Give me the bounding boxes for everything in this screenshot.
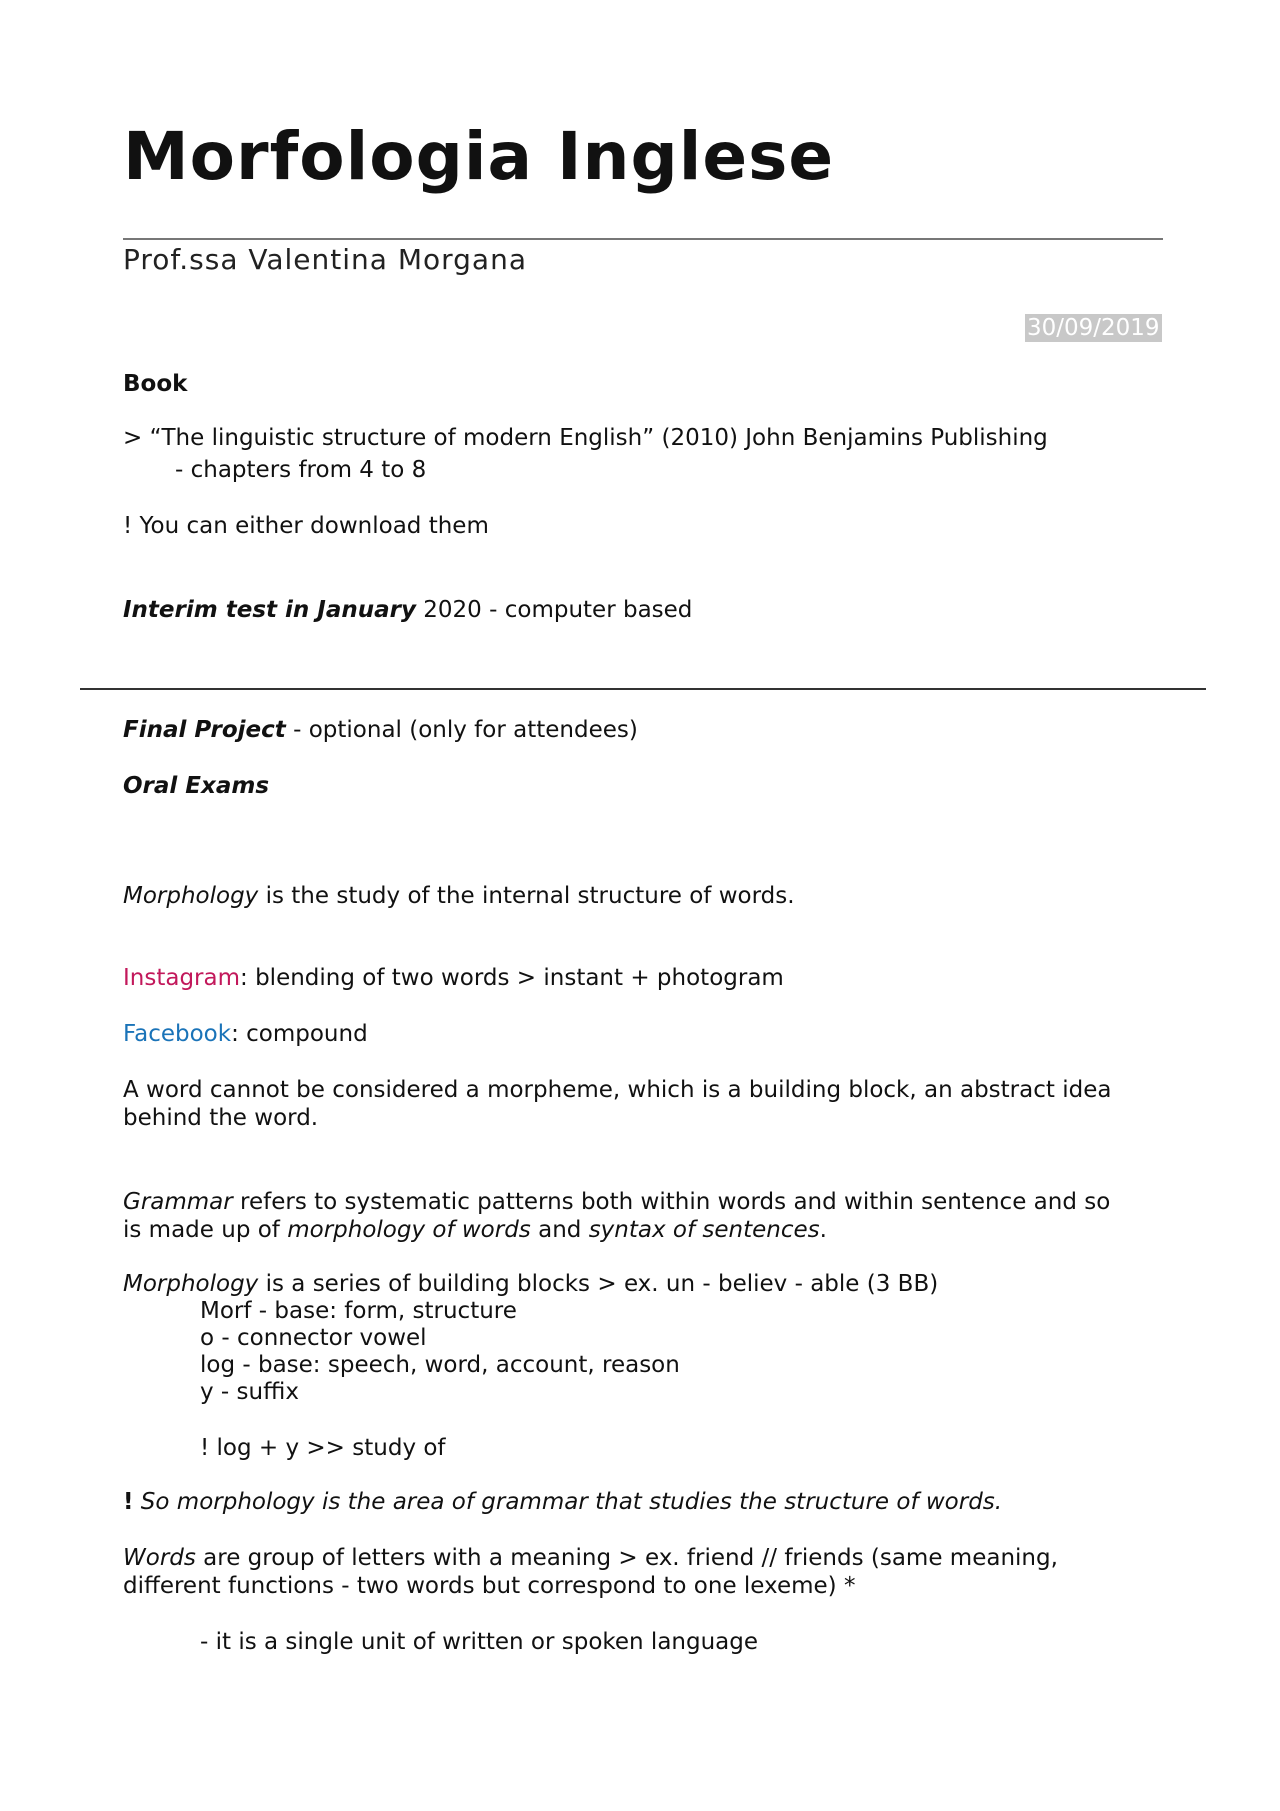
page-subtitle: Prof.ssa Valentina Morgana [123,243,527,276]
summary-mark: ! [123,1489,134,1515]
instagram-text: : blending of two words > instant + photogram [240,965,784,991]
date-field[interactable]: 30/09/2019 [1027,315,1160,341]
final-project-rest: - optional (only for attendees) [285,717,638,743]
grammar-line2-start: is made up of [123,1217,288,1243]
book-chapters: - chapters from 4 to 8 [175,457,427,483]
morphology-definition [123,882,795,910]
syntax-of-sentences: syntax of sentences [588,1217,820,1243]
grammar-term: Grammar [123,1189,233,1215]
grammar-and: and [530,1217,589,1243]
morphology-series-term: Morphology [123,1271,259,1297]
words-line2: different functions - two words but correspond to one lexeme) * [123,1573,856,1599]
words-paragraph [123,1544,1168,1600]
list-item: o - connector vowel [200,1325,427,1351]
interim-test-rest: 2020 - computer based [415,597,693,623]
grammar-end: . [819,1217,827,1243]
morpheme-note-line1: A word cannot be considered a morpheme, which is a building block, an abstract idea [123,1077,1112,1103]
words-bullet: - it is a single unit of written or spoken language [200,1629,759,1655]
morphology-term: Morphology [123,883,259,909]
book-download-note: ! You can either download them [123,513,489,539]
summary-text: So morphology is the area of grammar that studies the structure of words. [133,1489,1003,1515]
log-y-note: ! log + y >> study of [200,1435,446,1461]
list-item: log - base: speech, word, account, reason [200,1352,680,1378]
facebook-line [123,1020,368,1048]
list-item: Morf - base: form, structure [200,1298,517,1324]
grammar-line2 [123,1216,1168,1244]
page-title: Morfologia Inglese [123,118,835,195]
book-heading: Book [123,371,188,397]
summary-line [123,1488,1002,1516]
grammar-paragraph [123,1188,1168,1244]
morphology-of-words: morphology of words [287,1217,531,1243]
morphology-series-line [123,1270,938,1298]
interim-test-label: Interim test in January [123,597,416,623]
final-project-line [123,716,638,744]
section-divider [80,688,1206,690]
oral-exams-heading: Oral Exams [123,773,270,799]
morphology-definition-text: is the study of the internal structure of words. [258,883,795,909]
instagram-line [123,964,784,992]
facebook-text: : compound [231,1021,368,1047]
words-term: Words [123,1545,196,1571]
facebook-term: Facebook [123,1021,232,1047]
morpheme-note-line2: behind the word. [123,1105,319,1131]
book-reference: > “The linguistic structure of modern English” (2010) John Benjamins Publishing [123,425,1048,451]
grammar-line1-text: refers to systematic patterns both within words and within sentence and so [232,1189,1111,1215]
morpheme-note [123,1076,1168,1132]
title-divider [123,238,1163,240]
grammar-line1 [123,1188,1168,1216]
words-line1-text: are group of letters with a meaning > ex. friend // friends (same meaning, [195,1545,1058,1571]
final-project-label: Final Project [123,717,286,743]
instagram-term: Instagram [123,965,241,991]
morphology-series-text: is a series of building blocks > ex. un - believ - able (3 BB) [258,1271,939,1297]
list-item: y - suffix [200,1379,299,1405]
words-line1 [123,1544,1168,1572]
interim-test-line [123,596,692,624]
